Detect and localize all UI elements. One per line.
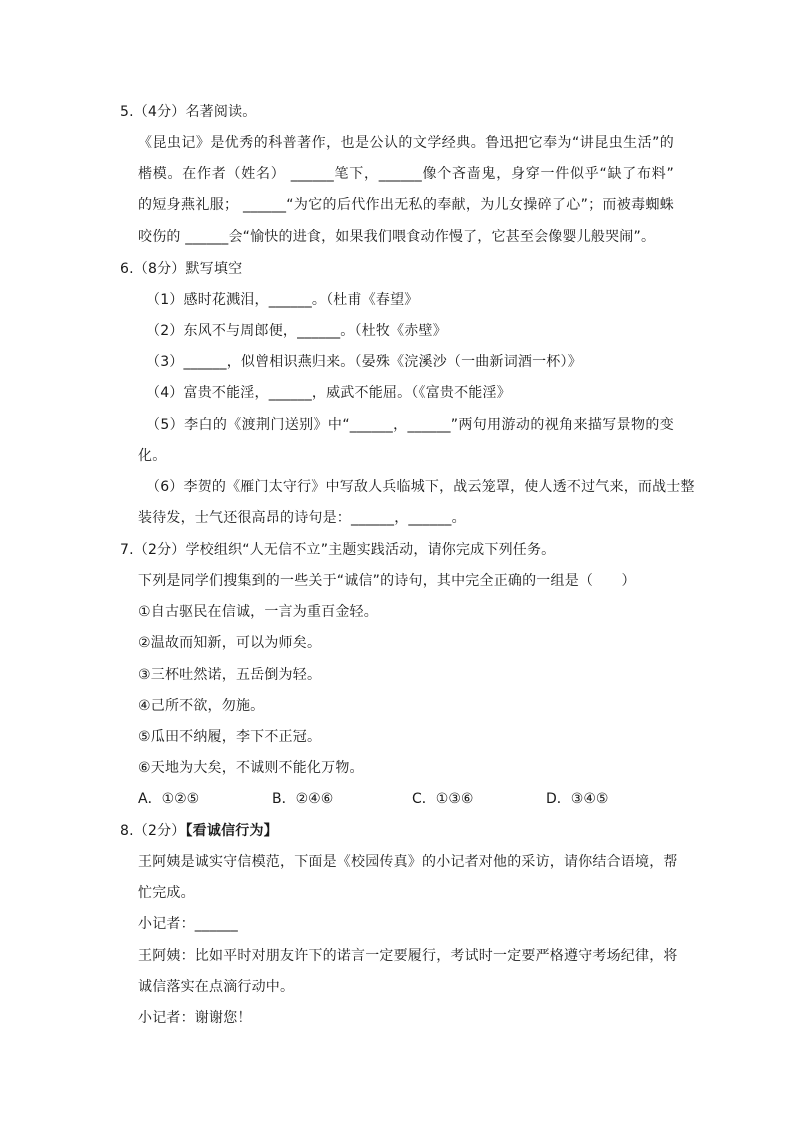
q6-item-4: （4）富贵不能淫，______，威武不能屈。（《富贵不能淫》 (146, 385, 511, 401)
q6-item-2: （2）东风不与周郎便，______。（杜牧《赤壁》 (146, 323, 447, 339)
q8-line-1 (138, 852, 678, 872)
q8-line-3: 小记者：______ (138, 916, 238, 932)
q7-item-6: ⑥天地为大矣，不诚则不能化万物。 (138, 760, 364, 776)
q5-title: 5.（4分）名著阅读。 (120, 104, 257, 120)
q6-item-5 (146, 415, 674, 435)
q8-line-6: 小记者：谢谢您！ (138, 1010, 252, 1026)
q8-line-2: 忙完成。 (138, 885, 195, 901)
q7-item-2: ②温故而知新，可以为师矣。 (138, 635, 322, 651)
q6-item-5-cont: 化。 (138, 448, 167, 464)
q5-line-2 (138, 164, 674, 184)
q6-item-6-cont: 装待发，士气还很高昂的诗句是：______，______。 (138, 510, 466, 526)
q5-line-3 (138, 195, 674, 215)
q7-item-3: ③三杯吐然诺，五岳倒为轻。 (138, 667, 322, 683)
q8-title-bold: 【看诚信行为】 (185, 823, 278, 839)
q5-line-2-text: 楷模。在作者（姓名） ______笔下，______像个吝啬鬼，身穿一件似乎“缺了布料” (138, 166, 674, 182)
q7-option-c[interactable]: C．①③⑥ (412, 791, 474, 807)
q7-option-a[interactable]: A．①②⑤ (138, 791, 200, 807)
q6-item-6-text: （6）李贺的《雁门太守行》中写敌人兵临城下，战云笼罩，使人透不过气来，而战士整 (146, 479, 695, 495)
q7-item-5: ⑤瓜田不纳履，李下不正冠。 (138, 729, 322, 745)
q8-line-4-text: 王阿姨：比如平时对朋友许下的诺言一定要履行，考试时一定要严格遵守考场纪律，将 (138, 948, 678, 964)
q6-item-6 (146, 477, 695, 497)
q8-line-5: 诚信落实在点滴行动中。 (138, 979, 295, 995)
q7-option-b[interactable]: B．②④⑥ (272, 791, 334, 807)
q7-title: 7.（2分）学校组织“人无信不立”主题实践活动，请你完成下列任务。 (120, 542, 556, 558)
q6-item-5-text: （5）李白的《渡荆门送别》中“______，______”两句用游动的视角来描写景物的变 (146, 417, 674, 433)
q6-title: 6.（8分）默写填空 (120, 261, 243, 277)
q5-line-4: 咬伤的 ______会“愉快的进食，如果我们喂食动作慢了，它甚至会像婴儿般哭闹”。 (138, 229, 656, 245)
q5-line-3-text: 的短身燕礼服； ______“为它的后代作出无私的奉献，为儿女操碎了心”；而被毒蜘蛛 (138, 197, 674, 213)
q7-item-1: ①自古驱民在信诚，一言为重百金轻。 (138, 604, 378, 620)
q8-line-1-text: 王阿姨是诚实守信模范，下面是《校园传真》的小记者对他的采访，请你结合语境，帮 (138, 854, 678, 870)
q8-title (120, 821, 278, 841)
q8-line-4 (138, 946, 678, 966)
q6-item-3: （3）______，似曾相识燕归来。（晏殊《浣溪沙（一曲新词酒一杯）》 (146, 354, 582, 370)
q6-item-1: （1）感时花溅泪，______。（杜甫《春望》 (146, 292, 419, 308)
q8-title-prefix: 8.（2分） (120, 823, 186, 839)
q7-option-d[interactable]: D．③④⑤ (546, 791, 609, 807)
q5-line-1-text: 《昆虫记》是优秀的科普著作，也是公认的文学经典。鲁迅把它奉为“讲昆虫生活”的 (138, 135, 674, 151)
q5-line-1 (138, 133, 674, 153)
q7-prompt: 下列是同学们搜集到的一些关于“诚信”的诗句，其中完全正确的一组是（ ） (138, 573, 636, 589)
q7-item-4: ④己所不欲，勿施。 (138, 698, 265, 714)
